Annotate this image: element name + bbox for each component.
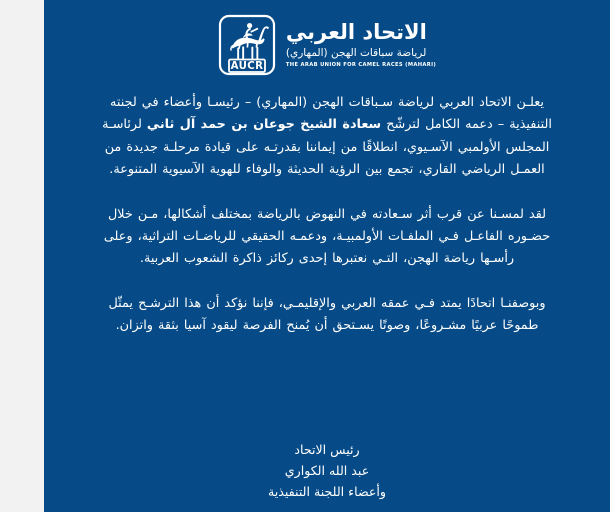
statement-body xyxy=(44,92,610,338)
nominee-name: سعادة الشيخ جوعان بن حمد آل ثاني xyxy=(146,117,382,133)
brand-wordmark xyxy=(286,22,436,68)
signature-block xyxy=(44,439,610,502)
paragraph-1-text-lead: يعلـن الاتحاد العربي لرياضة سـباقات الهجن (المهاري) – رئيسـا وأعضاء في لجنته التنفيذية – دعمه الكامل لترشّح xyxy=(109,95,552,133)
signature-name: عبد الله الكواري xyxy=(284,463,370,478)
statement-paragraph-3: وبوصفنـا اتحادًا يمتد فـي عمقه العربي والإقليمـي، فإننا نؤكد أن هذا الترشـح يمثّل طموحًا عربيًا مشـروعًا، وصوتًا يسـتحق أن يُمنح الفرصة ليقود آسيا بثقة واتزان. xyxy=(108,295,546,334)
paragraph-1-text-tail: لرئاسـة المجلس الأولمبي الآسـيوي، انطلاقًا من إيماننا بقدرتـه على قيادة مرحلـة جديدة من العمـل الرياضي القاري، تجمع بين الرؤية الحديثة والوفاء للهوية الآسيوية المتنوعة. xyxy=(102,117,550,178)
camel-rider-logo-icon xyxy=(218,14,276,76)
brand-subtitle-en: THE ARAB UNION FOR CAMEL RACES (MAHARI) xyxy=(285,61,437,68)
brand-header xyxy=(44,12,610,78)
statement-paragraph-2: لقد لمسـنا عن قرب أثر سـعادته في النهوض بالرياضة بمختلف أشكالها، مـن خلال حضـوره الفاعـل فـي الملفـات الأولمبيـة، ودعمـه الحقيقي للرياضـات التراثية، وعلى رأسـها رياضة الهجن، التـي نعتبرها إحدى ركائز ذاكرة الشعوب العربية. xyxy=(103,206,551,267)
brand-subtitle-ar: لرياضة سباقات الهجن (المهاري) xyxy=(285,47,427,60)
svg-text:AUCR: AUCR xyxy=(230,60,264,72)
signature-committee: وأعضاء اللجنة التنفيذية xyxy=(268,484,386,499)
signature-role: رئيس الاتحاد xyxy=(294,442,360,457)
brand-title-ar: الاتحاد العربي xyxy=(285,20,427,45)
statement-paragraph-1 xyxy=(96,92,558,182)
statement-card xyxy=(44,0,610,512)
